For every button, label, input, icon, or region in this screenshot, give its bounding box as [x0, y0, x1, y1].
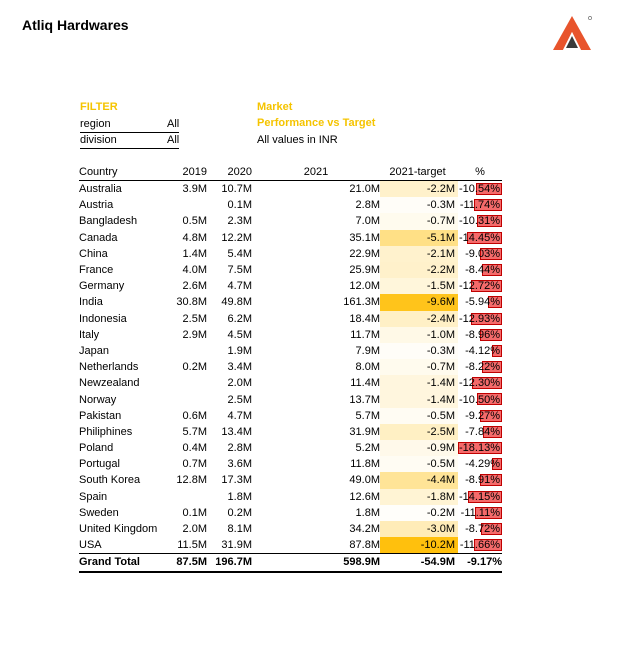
pct-text: -8.72%: [465, 523, 500, 536]
cell-2019: [169, 343, 207, 359]
cell-country: Newzealand: [79, 377, 140, 390]
pct-text: -11.74%: [459, 199, 500, 212]
cell-2019: 12.8M: [176, 474, 207, 487]
table-row: [79, 472, 502, 488]
cell-2021: 12.0M: [349, 280, 380, 293]
cell-2019: 0.7M: [182, 458, 207, 471]
cell-2019: [169, 197, 207, 213]
table-row: [79, 343, 502, 359]
cell-country: USA: [79, 539, 102, 552]
cell-2020: 31.9M: [221, 539, 252, 552]
total-2020: 196.7M: [207, 554, 252, 572]
cell-2020: 2.8M: [227, 442, 252, 455]
cell-2021: 5.2M: [355, 442, 380, 455]
cell-2020: 3.6M: [227, 458, 252, 471]
filter-value: All: [167, 134, 180, 146]
pct-text: -11.11%: [460, 506, 500, 519]
cell-2021-target: -0.5M: [380, 408, 458, 424]
cell-pct: [458, 505, 502, 521]
pct-text: -14.15%: [459, 490, 500, 503]
table-row: [79, 440, 502, 456]
pct-text: -18.13%: [459, 442, 500, 455]
table-row: [79, 359, 502, 375]
filter-region[interactable]: [80, 117, 179, 133]
cell-2020: 13.4M: [221, 425, 252, 438]
pct-text: -8.96%: [465, 328, 500, 341]
cell-pct: [458, 213, 502, 229]
filter-key: division: [80, 134, 117, 146]
cell-2021: 161.3M: [343, 296, 380, 309]
cell-2021: 11.4M: [350, 377, 380, 390]
cell-pct: [458, 521, 502, 537]
cell-2021-target: -9.6M: [380, 294, 458, 310]
cell-2021: 5.7M: [355, 409, 380, 422]
table-row: [79, 197, 502, 213]
cell-pct: [458, 489, 502, 505]
cell-2019: 2.6M: [182, 280, 207, 293]
pct-text: -4.12%: [465, 344, 500, 357]
cell-pct: [458, 230, 502, 246]
cell-country: Philiphines: [79, 425, 133, 438]
cell-2020: 1.8M: [227, 490, 252, 503]
cell-2021-target: -4.4M: [380, 472, 458, 488]
pct-text: -9.03%: [465, 247, 500, 260]
cell-2019: 2.9M: [182, 328, 207, 341]
cell-2020: 49.8M: [221, 296, 252, 309]
cell-2020: 2.3M: [227, 215, 252, 228]
cell-2019: 30.8M: [176, 296, 207, 309]
cell-country: Germany: [79, 280, 125, 293]
cell-2020: 0.2M: [227, 506, 252, 519]
cell-2019: 0.4M: [182, 442, 207, 455]
cell-country: Sweden: [79, 506, 119, 519]
filter-label: FILTER: [80, 101, 118, 113]
cell-2021: 34.2M: [349, 523, 380, 536]
pct-text: -8.44%: [465, 264, 500, 277]
cell-2021-target: -0.9M: [380, 440, 458, 456]
cell-2019: 0.6M: [182, 409, 207, 422]
pct-text: -5.94%: [465, 296, 500, 309]
cell-2020: 2.0M: [227, 377, 252, 390]
table-row: [79, 262, 502, 278]
cell-2021: 1.8M: [355, 506, 380, 519]
cell-2020: 4.5M: [227, 328, 252, 341]
cell-2019: 0.2M: [182, 361, 207, 374]
table-row: [79, 408, 502, 424]
cell-2019: 0.5M: [182, 215, 207, 228]
cell-country: South Korea: [79, 474, 141, 487]
cell-country: Portugal: [79, 458, 120, 471]
total-2021: 598.9M: [252, 554, 380, 572]
cell-2021: 12.6M: [349, 490, 380, 503]
total-pct: -9.17%: [458, 554, 502, 572]
cell-2021: 25.9M: [349, 264, 380, 277]
cell-2021-target: -2.1M: [380, 246, 458, 262]
app-title: Atliq Hardwares: [22, 17, 129, 33]
cell-2021: 8.0M: [355, 361, 380, 374]
cell-2021: 87.8M: [349, 539, 380, 552]
cell-pct: [458, 197, 502, 213]
filter-value: All: [167, 118, 180, 130]
cell-2021-target: -2.2M: [380, 181, 458, 198]
table-row: [79, 294, 502, 310]
cell-2019: 11.5M: [177, 539, 207, 552]
total-2019: 87.5M: [169, 554, 207, 572]
cell-2021: 13.7M: [349, 393, 380, 406]
cell-2021: 22.9M: [349, 247, 380, 260]
cell-2020: 10.7M: [221, 183, 252, 196]
table-row: [79, 489, 502, 505]
cell-2019: 4.8M: [182, 231, 207, 244]
table-row: [79, 181, 502, 198]
cell-pct: [458, 375, 502, 391]
table-row: [79, 311, 502, 327]
table-row: [79, 230, 502, 246]
cell-pct: [458, 294, 502, 310]
cell-2021-target: -0.3M: [380, 197, 458, 213]
cell-2020: 0.1M: [227, 199, 252, 212]
cell-2021-target: -0.2M: [380, 505, 458, 521]
cell-2020: 8.1M: [227, 523, 252, 536]
pct-text: -9.27%: [465, 409, 500, 422]
performance-table: [79, 164, 502, 573]
cell-2020: 4.7M: [227, 280, 252, 293]
cell-2020: 12.2M: [221, 231, 252, 244]
cell-2021: 11.7M: [350, 328, 380, 341]
cell-pct: [458, 278, 502, 294]
cell-2021: 35.1M: [349, 231, 380, 244]
grand-total-row: [79, 554, 502, 572]
cell-country: Netherlands: [79, 361, 139, 374]
cell-2021-target: -2.2M: [380, 262, 458, 278]
table-row: [79, 456, 502, 472]
cell-2021-target: -2.4M: [380, 311, 458, 327]
pct-text: -8.22%: [465, 361, 500, 374]
cell-2021-target: -0.7M: [380, 213, 458, 229]
cell-2020: 7.5M: [227, 264, 252, 277]
pct-text: -14.45%: [459, 231, 500, 244]
cell-2021-target: -5.1M: [380, 230, 458, 246]
cell-2021-target: -10.2M: [380, 537, 458, 554]
report-title-market: Market: [257, 101, 293, 113]
cell-2021: 21.0M: [349, 183, 380, 196]
table-row: [79, 246, 502, 262]
cell-2019: [169, 391, 207, 407]
cell-pct: [458, 456, 502, 472]
cell-2021: 2.8M: [355, 199, 380, 212]
cell-pct: [458, 246, 502, 262]
cell-country: Canada: [79, 231, 118, 244]
cell-country: Indonesia: [79, 312, 127, 325]
table-row: [79, 424, 502, 440]
cell-2019: [169, 375, 207, 391]
table-row: [79, 213, 502, 229]
cell-2021-target: -0.7M: [380, 359, 458, 375]
cell-pct: [458, 537, 502, 554]
cell-2021-target: -1.5M: [380, 278, 458, 294]
cell-2021-target: -1.0M: [380, 327, 458, 343]
cell-country: India: [79, 296, 103, 309]
cell-country: Pakistan: [79, 409, 122, 422]
cell-2020: 2.5M: [227, 393, 252, 406]
report-title-performance: Performance vs Target: [257, 117, 376, 129]
cell-2020: 3.4M: [227, 361, 252, 374]
cell-2021-target: -2.5M: [380, 424, 458, 440]
cell-2021-target: -1.4M: [380, 375, 458, 391]
pct-text: -12.72%: [459, 280, 500, 293]
header-country[interactable]: Country: [79, 164, 169, 181]
cell-2021-target: -0.5M: [380, 456, 458, 472]
cell-2019: 1.4M: [182, 247, 207, 260]
cell-pct: [458, 311, 502, 327]
cell-country: United Kingdom: [79, 523, 158, 536]
cell-2020: 1.9M: [227, 344, 252, 357]
table-row: [79, 278, 502, 294]
total-label: Grand Total: [79, 554, 169, 572]
cell-2021: 49.0M: [349, 474, 380, 487]
cell-2021-target: -0.3M: [380, 343, 458, 359]
table-row: [79, 505, 502, 521]
cell-pct: [458, 472, 502, 488]
total-2021-target: -54.9M: [380, 554, 458, 572]
pct-text: -12.93%: [459, 312, 500, 325]
cell-2021-target: -3.0M: [380, 521, 458, 537]
cell-2020: 17.3M: [221, 474, 252, 487]
pct-text: -4.29%: [465, 458, 500, 471]
table-row: [79, 391, 502, 407]
table-row: [79, 375, 502, 391]
cell-2021-target: -1.8M: [380, 489, 458, 505]
cell-2019: 2.5M: [182, 312, 207, 325]
table-row: [79, 521, 502, 537]
cell-country: Japan: [79, 344, 109, 357]
cell-2019: 0.1M: [182, 506, 207, 519]
cell-2021: 7.9M: [355, 344, 380, 357]
table-row: [79, 537, 502, 554]
pct-text: -7.84%: [465, 425, 500, 438]
table-header-row: [79, 164, 502, 181]
pct-text: -12.30%: [459, 377, 500, 390]
pct-text: -10.50%: [459, 393, 500, 406]
cell-pct: [458, 327, 502, 343]
cell-pct: [458, 391, 502, 407]
cell-pct: [458, 408, 502, 424]
cell-country: Australia: [79, 183, 122, 196]
cell-2019: [169, 489, 207, 505]
cell-pct: [458, 262, 502, 278]
cell-2021: 7.0M: [355, 215, 380, 228]
cell-2019: 3.9M: [182, 183, 207, 196]
cell-2019: 2.0M: [182, 523, 207, 536]
cell-2019: 5.7M: [182, 425, 207, 438]
pct-text: -8.91%: [465, 474, 500, 487]
cell-2021-target: -1.4M: [380, 391, 458, 407]
cell-2021: 31.9M: [349, 425, 380, 438]
header-2021-target[interactable]: 2021-target: [380, 164, 458, 181]
cell-country: Norway: [79, 393, 117, 406]
cell-country: Italy: [79, 328, 100, 341]
cell-country: Bangladesh: [79, 215, 138, 228]
header-2020[interactable]: 2020: [207, 164, 252, 181]
header-2019[interactable]: 2019: [169, 164, 207, 181]
cell-pct: [458, 424, 502, 440]
cell-country: Austria: [79, 199, 114, 212]
cell-pct: [458, 359, 502, 375]
cell-pct: [458, 440, 502, 456]
cell-pct: [458, 343, 502, 359]
cell-country: China: [79, 247, 108, 260]
pct-text: -10.31%: [459, 215, 500, 228]
cell-2020: 5.4M: [227, 247, 252, 260]
cell-2020: 6.2M: [227, 312, 252, 325]
cell-2019: 4.0M: [182, 264, 207, 277]
cell-2021: 18.4M: [349, 312, 380, 325]
filter-division[interactable]: [80, 133, 179, 149]
cell-pct: [458, 181, 502, 198]
pct-text: -11.66%: [459, 539, 500, 552]
pct-text: -10.54%: [459, 183, 500, 196]
cell-2020: 4.7M: [227, 409, 252, 422]
cell-country: France: [79, 264, 114, 277]
cell-country: Spain: [79, 490, 108, 503]
header-pct[interactable]: %: [458, 164, 502, 181]
table-row: [79, 327, 502, 343]
filter-key: region: [80, 118, 111, 130]
header-2021[interactable]: 2021: [252, 164, 380, 181]
report-note: All values in INR: [257, 134, 338, 146]
atliq-logo-icon: [551, 14, 593, 52]
cell-2021: 11.8M: [350, 458, 380, 471]
cell-country: Poland: [79, 442, 114, 455]
